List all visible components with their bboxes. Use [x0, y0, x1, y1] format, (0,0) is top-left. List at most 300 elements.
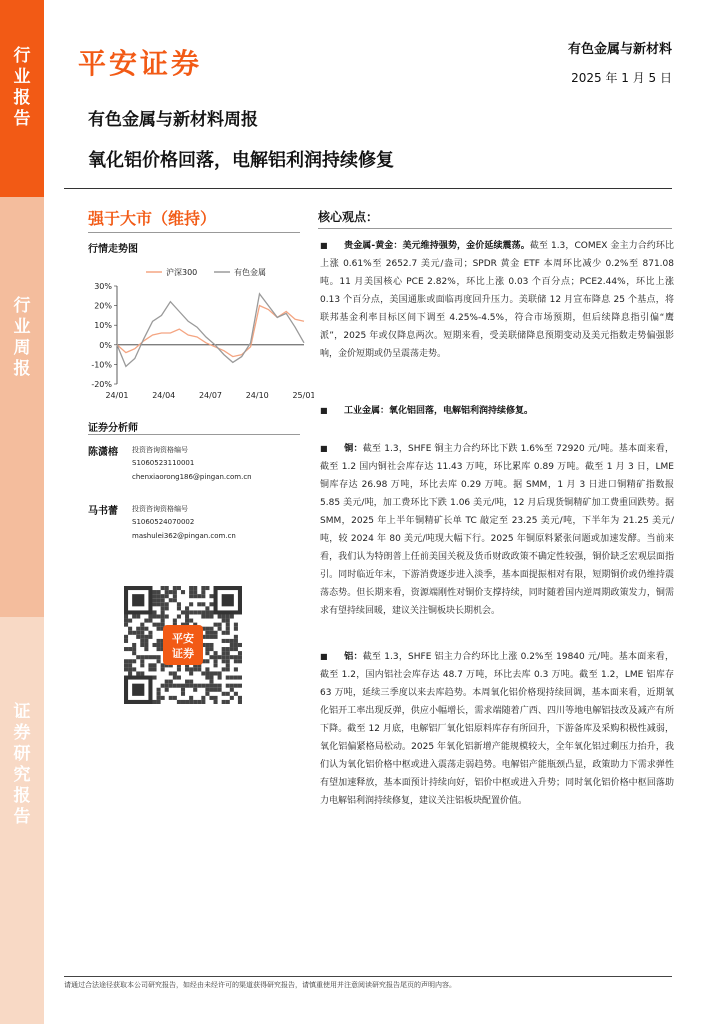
qr-module — [140, 659, 144, 663]
qr-module — [222, 692, 226, 696]
qr-module — [181, 684, 185, 688]
qr-module — [234, 639, 238, 643]
qr-module — [144, 627, 148, 631]
qr-module — [238, 659, 242, 663]
qr-module — [201, 684, 205, 688]
qr-module — [209, 631, 213, 635]
qr-module — [177, 700, 181, 704]
qr-module — [136, 627, 140, 631]
qr-module — [161, 696, 165, 700]
qr-module — [226, 659, 230, 663]
side-tab-weekly: 行 业 周 报 — [13, 296, 31, 379]
qr-module — [148, 635, 152, 639]
y-tick-label: -10% — [91, 360, 112, 370]
qr-module — [234, 667, 238, 671]
qr-module — [140, 643, 144, 647]
x-tick-label: 24/10 — [245, 391, 269, 400]
qr-module — [197, 684, 201, 688]
qr-module — [148, 663, 152, 667]
qr-module — [222, 614, 226, 618]
qr-module — [144, 635, 148, 639]
qr-module — [205, 627, 209, 631]
qr-module — [124, 623, 128, 627]
qr-module — [205, 676, 209, 680]
qr-module — [214, 651, 218, 655]
qr-module — [128, 647, 132, 651]
qr-module — [193, 594, 197, 598]
qr-module — [161, 619, 165, 623]
report-date: 2025 年 1 月 5 日 — [571, 71, 672, 85]
qr-module — [152, 663, 156, 667]
qr-finder-inner — [132, 684, 144, 696]
report-title: 氧化铝价格回落，电解铝利润持续修复 — [88, 150, 394, 171]
qr-module — [165, 684, 169, 688]
qr-module — [222, 700, 226, 704]
qr-module — [124, 635, 128, 639]
qr-module — [185, 680, 189, 684]
qr-module — [148, 667, 152, 671]
qr-module — [165, 590, 169, 594]
analyst-cert-label: 投资咨询资格编号 — [132, 446, 188, 454]
qr-module — [177, 606, 181, 610]
qr-module — [124, 619, 128, 623]
qr-module — [157, 659, 161, 663]
chart-svg — [64, 256, 314, 406]
qr-module — [173, 586, 177, 590]
series-line-nonferrous — [117, 294, 304, 367]
qr-module — [128, 659, 132, 663]
qr-module — [214, 684, 218, 688]
qr-module — [234, 692, 238, 696]
paragraph-lead: 铜： — [344, 444, 363, 454]
qr-module — [165, 602, 169, 606]
qr-module — [140, 631, 144, 635]
qr-module — [226, 651, 230, 655]
qr-module — [193, 684, 197, 688]
qr-module — [189, 684, 193, 688]
qr-module — [128, 671, 132, 675]
qr-module — [205, 643, 209, 647]
y-tick-label: 0% — [99, 340, 112, 350]
qr-module — [181, 610, 185, 614]
qr-module — [218, 623, 222, 627]
qr-module — [165, 680, 169, 684]
qr-module — [157, 688, 161, 692]
qr-module — [214, 623, 218, 627]
qr-module — [189, 590, 193, 594]
qr-module — [234, 623, 238, 627]
qr-module — [214, 655, 218, 659]
qr-module — [124, 647, 128, 651]
qr-code[interactable] — [124, 586, 242, 704]
qr-module — [214, 671, 218, 675]
qr-module — [214, 688, 218, 692]
qr-module — [226, 700, 230, 704]
qr-module — [173, 598, 177, 602]
qr-module — [205, 631, 209, 635]
x-tick-label: 25/01 — [292, 391, 314, 400]
qr-module — [152, 614, 156, 618]
qr-module — [218, 614, 222, 618]
qr-module — [165, 614, 169, 618]
qr-module — [165, 594, 169, 598]
paragraph-lead: 贵金属-黄金：美元维持强势，金价延续震荡。 — [344, 241, 530, 251]
qr-module — [148, 655, 152, 659]
qr-module — [209, 684, 213, 688]
qr-finder-inner — [132, 594, 144, 606]
qr-module — [230, 676, 234, 680]
qr-module — [161, 602, 165, 606]
core-views-divider — [318, 228, 672, 229]
qr-module — [238, 676, 242, 680]
qr-module — [161, 663, 165, 667]
qr-module — [214, 631, 218, 635]
qr-module — [185, 614, 189, 618]
qr-module — [230, 688, 234, 692]
qr-module — [197, 602, 201, 606]
qr-module — [161, 606, 165, 610]
qr-module — [189, 619, 193, 623]
qr-module — [209, 671, 213, 675]
qr-module — [157, 627, 161, 631]
qr-module — [152, 623, 156, 627]
qr-module — [201, 610, 205, 614]
qr-module — [177, 676, 181, 680]
qr-module — [152, 598, 156, 602]
qr-module — [136, 635, 140, 639]
qr-module — [152, 700, 156, 704]
qr-module — [144, 655, 148, 659]
qr-module — [193, 700, 197, 704]
qr-module — [209, 594, 213, 598]
qr-module — [124, 659, 128, 663]
qr-module — [128, 663, 132, 667]
qr-module — [157, 655, 161, 659]
qr-module — [169, 680, 173, 684]
qr-module — [136, 671, 140, 675]
qr-module — [157, 602, 161, 606]
qr-module — [157, 594, 161, 598]
qr-module — [205, 684, 209, 688]
qr-module — [152, 655, 156, 659]
qr-module — [152, 590, 156, 594]
qr-module — [157, 639, 161, 643]
qr-module — [157, 623, 161, 627]
analyst-email[interactable]: chenxiaorong186@pingan.com.cn — [132, 473, 252, 481]
qr-module — [205, 659, 209, 663]
qr-finder-inner — [222, 594, 234, 606]
qr-code-image — [124, 586, 242, 704]
core-views-title: 核心观点： — [318, 210, 379, 224]
qr-module — [132, 614, 136, 618]
qr-module — [226, 663, 230, 667]
side-stripe — [0, 0, 44, 1024]
qr-module — [205, 614, 209, 618]
qr-module — [189, 602, 193, 606]
qr-module — [189, 667, 193, 671]
qr-module — [205, 667, 209, 671]
paragraph-copper — [320, 440, 674, 620]
qr-module — [205, 692, 209, 696]
qr-module — [209, 627, 213, 631]
qr-module — [205, 586, 209, 590]
paragraph-text: 截至 1.3，SHFE 铜主力合约环比下跌 1.6%至 72920 元/吨。基本面来看，截至 1.2 国内铜社会库存达 11.43 万吨，环比累库 0.89 万吨。截至 1 月 3 日，LME 铜库存达 26.98 万吨，环比去库 0.29 万吨。据 SMM，1 月 3 日进口铜精矿指数报 5.85 美元/吨，加工费环比下跌 1.06 美元/吨，12 月后现货铜精矿加工费重回跌势。据 SMM，2025 年上半年铜精矿长单 TC 敲定至 23.25 美元/吨，下半年为 21.25 美元/吨，较 2024 年 80 美元/吨现大幅下行。2025 年铜原料紧张问题或加速发酵。当前来看，我们认为特朗普上任前美国关税及货币财政政策不确定性较强，铜价缺乏宏观层面指引。同时临近年末，下游消费逐步进入淡季，基本面提振相对有限，短期铜价或仍维持震荡态势。但长期来看，资源端刚性对铜价支撑持续，同时随着国内逆周期政策发力，铜需求有望持续回暖，建议关注铜板块长期机会。 — [320, 444, 674, 616]
qr-module — [234, 627, 238, 631]
qr-module — [193, 688, 197, 692]
qr-module — [205, 610, 209, 614]
qr-module — [189, 594, 193, 598]
qr-module — [157, 614, 161, 618]
qr-module — [144, 619, 148, 623]
qr-module — [136, 655, 140, 659]
qr-module — [173, 671, 177, 675]
x-tick-label: 24/01 — [105, 391, 129, 400]
qr-module — [161, 623, 165, 627]
qr-module — [144, 639, 148, 643]
qr-module — [226, 639, 230, 643]
qr-module — [226, 619, 230, 623]
qr-module — [209, 610, 213, 614]
qr-module — [165, 688, 169, 692]
qr-module — [140, 655, 144, 659]
analyst-cert-number: S1060524070002 — [132, 518, 195, 526]
qr-module — [209, 680, 213, 684]
qr-module — [201, 594, 205, 598]
paragraph-lead: 工业金属：氧化铝回落，电解铝利润持续修复。 — [344, 406, 534, 416]
qr-module — [238, 700, 242, 704]
qr-module — [132, 647, 136, 651]
qr-module — [234, 635, 238, 639]
qr-module — [136, 614, 140, 618]
analyst-cert-label: 投资咨询资格编号 — [132, 505, 188, 513]
qr-module — [161, 667, 165, 671]
qr-module — [152, 667, 156, 671]
rating-divider — [88, 232, 300, 233]
qr-module — [226, 676, 230, 680]
qr-module — [201, 696, 205, 700]
qr-module — [230, 643, 234, 647]
qr-module — [234, 684, 238, 688]
qr-module — [234, 659, 238, 663]
qr-module — [169, 598, 173, 602]
header-category: 有色金属与新材料 — [567, 42, 672, 57]
qr-module — [124, 639, 128, 643]
qr-module — [222, 655, 226, 659]
qr-module — [189, 700, 193, 704]
qr-module — [226, 684, 230, 688]
qr-module — [222, 647, 226, 651]
title-divider — [64, 188, 672, 189]
qr-module — [124, 614, 128, 618]
qr-module — [214, 696, 218, 700]
qr-module — [185, 610, 189, 614]
qr-module — [157, 700, 161, 704]
qr-module — [185, 667, 189, 671]
qr-module — [197, 667, 201, 671]
qr-module — [218, 684, 222, 688]
qr-module — [209, 602, 213, 606]
qr-module — [124, 667, 128, 671]
qr-module — [209, 614, 213, 618]
qr-module — [226, 667, 230, 671]
qr-module — [197, 700, 201, 704]
qr-module — [193, 586, 197, 590]
qr-module — [226, 631, 230, 635]
paragraph-text: 截至 1.3，COMEX 金主力合约环比上涨 0.61%至 2652.7 美元/盎司；SPDR 黄金 ETF 本周环比减少 0.2%至 871.08 吨。11 月美国核心 PCE 2.82%，环比上涨 0.03 个百分点；PCE2.44%，环比上涨 0.13 个百分点，美国通胀或面临再度回升压力。美联储 12 月宣布降息 25 个基点，将联邦基金利率目标区间下调至 4.25%-4.5%，符合市场预期，但后续降息指引偏“鹰派”，2025 年或仅降息两次。短期来看，受美联储降息预期变动及美元指数走势偏强影响，金价短期或仍呈震荡走势。 — [320, 241, 674, 359]
paragraph-aluminum — [320, 648, 674, 810]
qr-module — [132, 651, 136, 655]
qr-module — [209, 696, 213, 700]
qr-module — [128, 667, 132, 671]
qr-module — [209, 643, 213, 647]
side-tab-research: 证 券 研 究 报 告 — [13, 702, 31, 827]
qr-module — [140, 671, 144, 675]
analysts-divider — [88, 434, 300, 435]
x-tick-label: 24/07 — [198, 391, 223, 400]
chart-section-title: 行情走势图 — [88, 244, 138, 255]
qr-module — [234, 676, 238, 680]
bullet-icon: ■ — [320, 406, 328, 415]
qr-module — [197, 610, 201, 614]
paragraph-industrial-metals — [320, 402, 674, 420]
qr-module — [214, 663, 218, 667]
side-tab-report-type: 行 业 报 告 — [13, 46, 31, 129]
qr-module — [140, 623, 144, 627]
qr-module — [169, 671, 173, 675]
bullet-icon: ■ — [320, 241, 328, 250]
footer-disclaimer: 请通过合法途径获取本公司研究报告，如经由未经许可的渠道获得研究报告，请慎重使用并注意阅读研究报告尾页的声明内容。 — [64, 981, 456, 989]
qr-module — [148, 614, 152, 618]
qr-module — [177, 614, 181, 618]
qr-module — [161, 598, 165, 602]
qr-module — [132, 631, 136, 635]
qr-module — [189, 586, 193, 590]
qr-module — [177, 586, 181, 590]
legend-label: 有色金属 — [234, 268, 266, 277]
report-type: 有色金属与新材料周报 — [88, 110, 258, 130]
qr-module — [185, 606, 189, 610]
qr-module — [226, 647, 230, 651]
qr-module — [205, 651, 209, 655]
qr-module — [189, 680, 193, 684]
qr-module — [181, 688, 185, 692]
qr-module — [218, 676, 222, 680]
qr-module — [185, 700, 189, 704]
qr-module — [173, 590, 177, 594]
qr-module — [205, 671, 209, 675]
qr-module — [209, 688, 213, 692]
qr-module — [128, 627, 132, 631]
paragraph-lead: 铝： — [344, 652, 363, 662]
qr-module — [205, 688, 209, 692]
qr-module — [157, 647, 161, 651]
qr-module — [230, 655, 234, 659]
x-tick-label: 24/04 — [152, 391, 176, 400]
qr-module — [161, 610, 165, 614]
qr-module — [152, 643, 156, 647]
qr-module — [222, 659, 226, 663]
market-trend-chart — [64, 256, 314, 406]
qr-module — [181, 700, 185, 704]
qr-module — [230, 696, 234, 700]
bullet-icon: ■ — [320, 652, 328, 661]
qr-module — [140, 639, 144, 643]
qr-module — [157, 598, 161, 602]
qr-module — [209, 676, 213, 680]
qr-module — [218, 655, 222, 659]
rating-label: 强于大市（维持） — [88, 209, 217, 228]
qr-module — [177, 667, 181, 671]
qr-module — [185, 619, 189, 623]
qr-module — [193, 667, 197, 671]
side-stripe-middle — [0, 197, 44, 617]
qr-module — [132, 643, 136, 647]
qr-module — [132, 667, 136, 671]
qr-module — [234, 647, 238, 651]
qr-module — [161, 684, 165, 688]
y-tick-label: 10% — [94, 321, 112, 331]
y-tick-label: -20% — [91, 380, 112, 389]
qr-module — [128, 619, 132, 623]
qr-module — [226, 623, 230, 627]
series-line-hs300 — [117, 306, 304, 357]
y-tick-label: 20% — [94, 301, 112, 311]
qr-module — [165, 586, 169, 590]
qr-module — [205, 606, 209, 610]
footer-divider — [64, 976, 672, 977]
qr-module — [152, 610, 156, 614]
analyst-cert-number: S1060523110001 — [132, 459, 195, 467]
qr-module — [173, 696, 177, 700]
qr-module — [161, 614, 165, 618]
qr-module — [226, 692, 230, 696]
qr-module — [201, 671, 205, 675]
qr-module — [148, 619, 152, 623]
analyst-name: 陈潇榕 — [88, 447, 118, 458]
qr-module — [230, 684, 234, 688]
qr-logo-text: 平安 — [172, 632, 194, 645]
analyst-email[interactable]: mashulei362@pingan.com.cn — [132, 532, 236, 540]
qr-module — [169, 590, 173, 594]
qr-module — [238, 696, 242, 700]
qr-module — [234, 643, 238, 647]
qr-module — [238, 684, 242, 688]
qr-module — [144, 643, 148, 647]
qr-module — [140, 663, 144, 667]
qr-module — [148, 631, 152, 635]
qr-module — [197, 594, 201, 598]
qr-module — [189, 610, 193, 614]
qr-module — [152, 676, 156, 680]
paragraph-text: 截至 1.3，SHFE 铝主力合约环比上涨 0.2%至 19840 元/吨。基本面来看，截至 1.2，国内铝社会库存达 48.7 万吨，环比去库 0.3 万吨。截至 1.2，LME 铝库存 63 万吨，延续三季度以来去库趋势。本周氧化铝价格现持续回调，基本面来看，近期氧化铝开工率出现反弹，供应小幅增长，需求端随着广西、四川等地电解铝技改及减产有所下降。截至 12 月底，电解铝厂氧化铝原料库存有所回升，下游备库及采购积极性减弱，氧化铝偏紧格局松动。2025 年氧化铝新增产能规模较大，全年氧化铝过剩压力抬升，我们认为氧化铝价格中枢或进入震荡走弱趋势。电解铝产能瓶颈凸显，政策助力下需求弹性有望加速释放，基本面预计持续向好，铝价中枢或进入升势；同时氧化铝价格中枢回落助力电解铝利润持续修复，建议关注铝板块配置价值。 — [320, 652, 674, 806]
qr-module — [226, 627, 230, 631]
qr-module — [222, 651, 226, 655]
qr-module — [193, 590, 197, 594]
qr-module — [222, 639, 226, 643]
qr-module — [152, 602, 156, 606]
qr-module — [209, 655, 213, 659]
qr-module — [161, 586, 165, 590]
qr-module — [201, 602, 205, 606]
qr-module — [218, 688, 222, 692]
qr-module — [230, 647, 234, 651]
qr-module — [209, 647, 213, 651]
qr-module — [140, 627, 144, 631]
qr-module — [205, 647, 209, 651]
qr-module — [181, 692, 185, 696]
qr-module — [238, 651, 242, 655]
qr-module — [132, 659, 136, 663]
